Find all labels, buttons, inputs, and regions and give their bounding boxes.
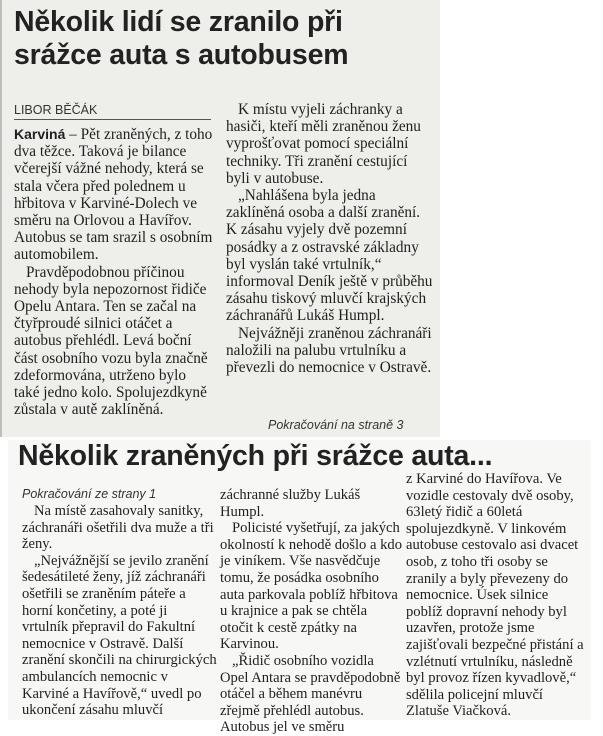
dateline: Karviná (14, 126, 66, 142)
paragraph: Policisté vyšetřují, za jakých okolností k nehodě došlo a kdo je viníkem. Vše nasvědčuje tomu, že posádka osobního auta parkovala poblíž hřbitova u krajnice a pak se chtěla otočit k cestě zpátky na Karvinou. (220, 520, 403, 653)
continuation-headline: Několik zraněných při srážce auta... (18, 440, 493, 472)
lead-paragraph (14, 126, 214, 264)
clipping-edge-rule (0, 0, 2, 437)
continuation-column-2 (220, 487, 403, 736)
author-byline: LIBOR BĚČÁK (14, 103, 98, 117)
article-clipping-continuation (8, 440, 591, 736)
continuation-column-3 (406, 471, 586, 720)
continued-from-note: Pokračování ze strany 1 (22, 487, 157, 501)
paragraph: K místu vyjeli záchranky a hasiči, kteří měli zraněnou ženu vyprošťovat pomocí speciální techniky. Tři zranění cestující byli v autobuse. (226, 101, 421, 187)
paragraph: z Karviné do Havířova. Ve vozidle cestovaly dvě osoby, 63letý řidič a 60letá spolujezdkyně. V linkovém autobuse cestovalo asi dvacet osob, z toho tři osoby se zranily a byly převezeny do nemocnice. Úsek silnice poblíž dopravní nehody byl uzavřen, protože jsme zajišťovali bezpečné přistání a vzlétnutí vrtulníku, následně byl provoz řízen kyvadlově,“ sdělila policejní mluvčí Zlatuše Viačková. (406, 471, 584, 720)
article-column-2 (226, 101, 434, 376)
paragraph: „Nahlášena byla jedna zaklíněná osoba a další zranění. K zásahu vyjely dvě pozemní posádky a z ostravské základny byl vyslán také vrtulník,“ informoval Deník ještě v průběhu zásahu tiskový mluvčí krajských záchranářů Lukáš Humpl. (226, 187, 433, 325)
article-headline: Několik lidí se zranilo při srážce auta s autobusem (14, 6, 349, 71)
paragraph: „Řidič osobního vozidla Opel Antara se pravděpodobně otáčel a během manévru zřejmě přehlédl autobus. Autobus jel ve směru (220, 652, 401, 736)
byline-divider (14, 119, 211, 120)
paragraph: Na místě zasahovaly sanitky, záchranáři ošetřili dva muže a tři ženy. (22, 503, 214, 553)
paragraph: Nejvážněji zraněnou záchranáři naložili na palubu vrtulníku a převezli do nemocnice v Ostravě. (226, 324, 432, 377)
article-column-1 (14, 126, 214, 418)
continuation-column-1 (22, 503, 217, 719)
paragraph: záchranné služby Lukáš Humpl. (220, 487, 361, 520)
continued-note: Pokračování na straně 3 (268, 418, 404, 432)
article-clipping-front (0, 0, 440, 437)
lead-text: – Pět zraněných, z toho dva těžce. Taková je bilance včerejší vážné nehody, která se stala včera před polednem u hřbitova v Karviné-Dolech ve směru na Orlovou a Havířov. Autobus se tam srazil s osobním automobilem. (14, 126, 213, 264)
paragraph: Pravděpodobnou příčinou nehody byla nepozornost řidiče Opelu Antara. Ten se začal na čtyřproudé silnici otáčet a autobus přehlédl. Levá boční část osobního vozu byla značně zdeformována, utrženo bylo také jedno kolo. Spolujezdkyně zůstala v autě zaklíněná. (14, 263, 208, 419)
paragraph: „Nejvážnější se jevilo zranění šedesátileté ženy, jíž záchranáři ošetřili se zraněním páteře a horní končetiny, a poté ji vrtulník přepravil do Fakultní nemocnice v Ostravě. Další zranění skončili na chirurgických ambulancích nemocnic v Karviné a Havířově,“ uvedl po ukončení zásahu mluvčí (22, 552, 217, 719)
